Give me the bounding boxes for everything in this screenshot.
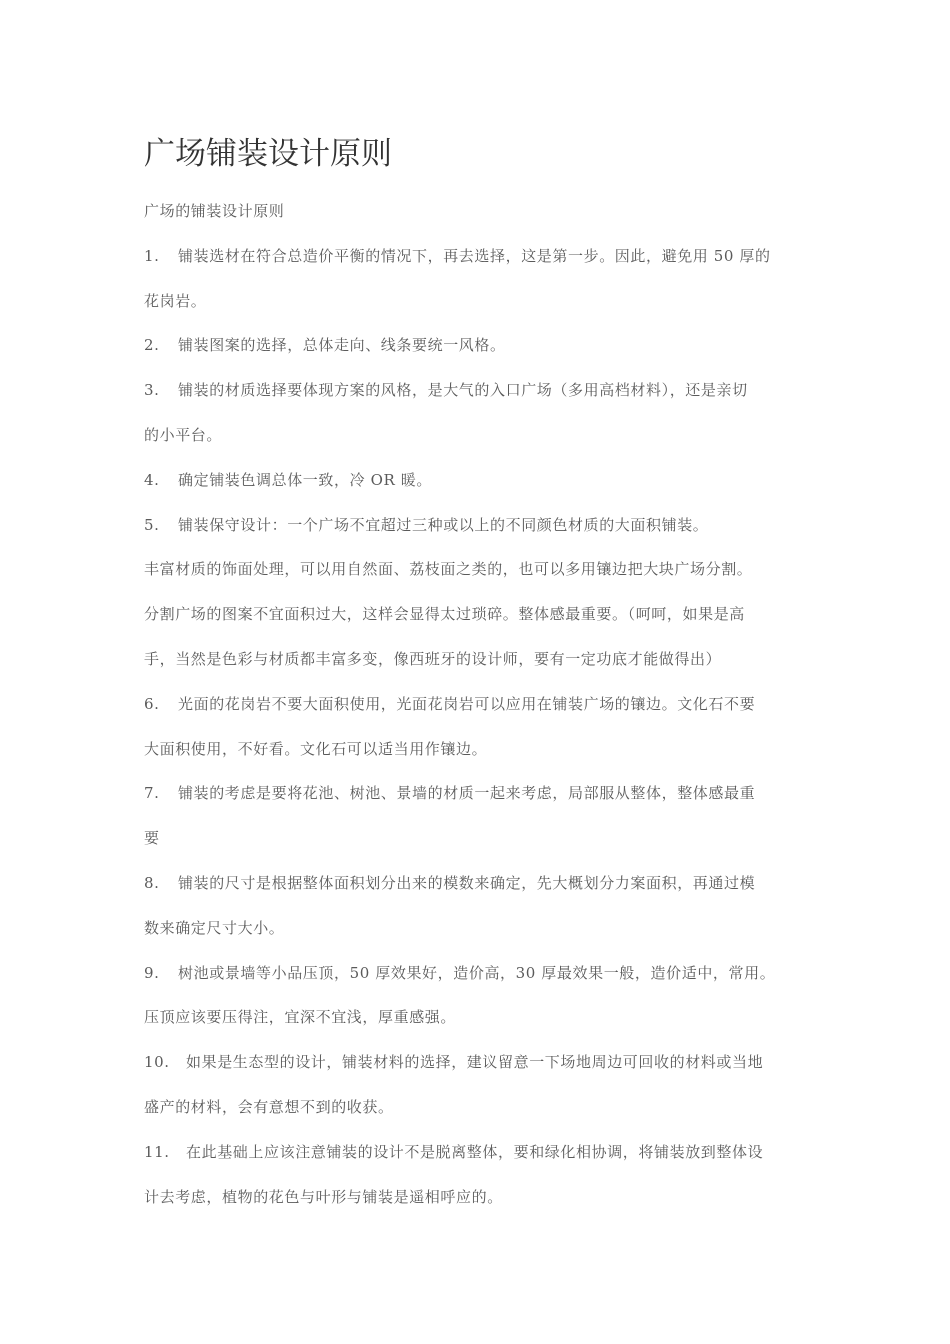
paragraph-line xyxy=(144,465,808,510)
line-text: 铺装选材在符合总造价平衡的情况下，再去选择，这是第一步。因此，避免用 50 厚的 xyxy=(178,246,771,265)
line-text: 计去考虑，植物的花色与叶形与铺装是遥相呼应的。 xyxy=(144,1187,503,1206)
paragraph-line xyxy=(144,1002,808,1047)
line-text: 大面积使用，不好看。文化石可以适当用作镶边。 xyxy=(144,739,488,758)
paragraph-line xyxy=(144,375,808,420)
paragraph-line xyxy=(144,868,808,913)
paragraph-line xyxy=(144,1047,808,1092)
line-text: 要 xyxy=(144,829,160,848)
line-text: 的小平台。 xyxy=(144,425,223,444)
line-text: 铺装图案的选择，总体走向、线条要统一风格。 xyxy=(178,336,506,355)
line-text: 铺装的考虑是要将花池、树池、景墙的材质一起来考虑，局部服从整体，整体感最重 xyxy=(178,784,756,803)
line-text: 铺装保守设计：一个广场不宜超过三种或以上的不同颜色材质的大面积铺装。 xyxy=(178,515,709,534)
paragraph-line xyxy=(144,778,808,823)
line-text: 压顶应该要压得注，宜深不宜浅，厚重感强。 xyxy=(144,1008,457,1027)
line-text: 确定铺装色调总体一致，冷 OR 暖。 xyxy=(178,470,432,489)
line-text: 数来确定尺寸大小。 xyxy=(144,918,285,937)
item-number: 2. xyxy=(144,336,160,355)
line-text: 手，当然是色彩与材质都丰富多变，像西班牙的设计师，要有一定功底才能做得出） xyxy=(144,649,722,668)
paragraph-line xyxy=(144,420,808,465)
line-text: 盛产的材料，会有意想不到的收获。 xyxy=(144,1097,394,1116)
paragraph-line xyxy=(144,1182,808,1227)
line-text: 铺装的材质选择要体现方案的风格，是大气的入口广场（多用高档材料），还是亲切 xyxy=(178,381,748,400)
paragraph-line xyxy=(144,599,808,644)
item-number: 5. xyxy=(144,515,160,534)
paragraph-line xyxy=(144,823,808,868)
line-text: 分割广场的图案不宜面积过大，这样会显得太过琐碎。整体感最重要。（呵呵，如果是高 xyxy=(144,605,745,624)
item-number: 1. xyxy=(144,246,160,265)
paragraph-line xyxy=(144,644,808,689)
paragraph-line xyxy=(144,913,808,958)
item-number: 7. xyxy=(144,784,160,803)
line-text: 如果是生态型的设计，铺装材料的选择，建议留意一下场地周边可回收的材料或当地 xyxy=(186,1053,764,1072)
item-number: 4. xyxy=(144,470,160,489)
document-body xyxy=(144,196,808,1226)
paragraph-line xyxy=(144,554,808,599)
item-number: 3. xyxy=(144,381,160,400)
paragraph-line xyxy=(144,1092,808,1137)
paragraph-line xyxy=(144,734,808,779)
item-number: 10. xyxy=(144,1053,170,1072)
line-text: 光面的花岗岩不要大面积使用，光面花岗岩可以应用在铺装广场的镶边。文化石不要 xyxy=(178,694,756,713)
paragraph-line xyxy=(144,241,808,286)
line-text: 树池或景墙等小品压顶，50 厚效果好，造价高，30 厚最效果一般，造价适中，常用。 xyxy=(178,963,776,982)
line-text: 铺装的尺寸是根据整体面积划分出来的模数来确定，先大概划分力案面积，再通过模 xyxy=(178,873,756,892)
paragraph-line xyxy=(144,286,808,331)
item-number: 6. xyxy=(144,694,160,713)
page-title: 广场铺装设计原则 xyxy=(144,136,392,172)
item-number: 8. xyxy=(144,873,160,892)
item-number: 11. xyxy=(144,1142,170,1161)
subtitle-line xyxy=(144,196,808,241)
paragraph-line xyxy=(144,958,808,1003)
paragraph-line xyxy=(144,330,808,375)
subtitle-text: 广场的铺装设计原则 xyxy=(144,202,285,220)
paragraph-line xyxy=(144,689,808,734)
item-number: 9. xyxy=(144,963,160,982)
line-text: 花岗岩。 xyxy=(144,291,207,310)
line-text: 在此基础上应该注意铺装的设计不是脱离整体，要和绿化相协调，将铺装放到整体设 xyxy=(186,1142,764,1161)
paragraph-line xyxy=(144,1137,808,1182)
line-text: 丰富材质的饰面处理，可以用自然面、荔枝面之类的，也可以多用镶边把大块广场分割。 xyxy=(144,560,753,579)
paragraph-line xyxy=(144,510,808,555)
